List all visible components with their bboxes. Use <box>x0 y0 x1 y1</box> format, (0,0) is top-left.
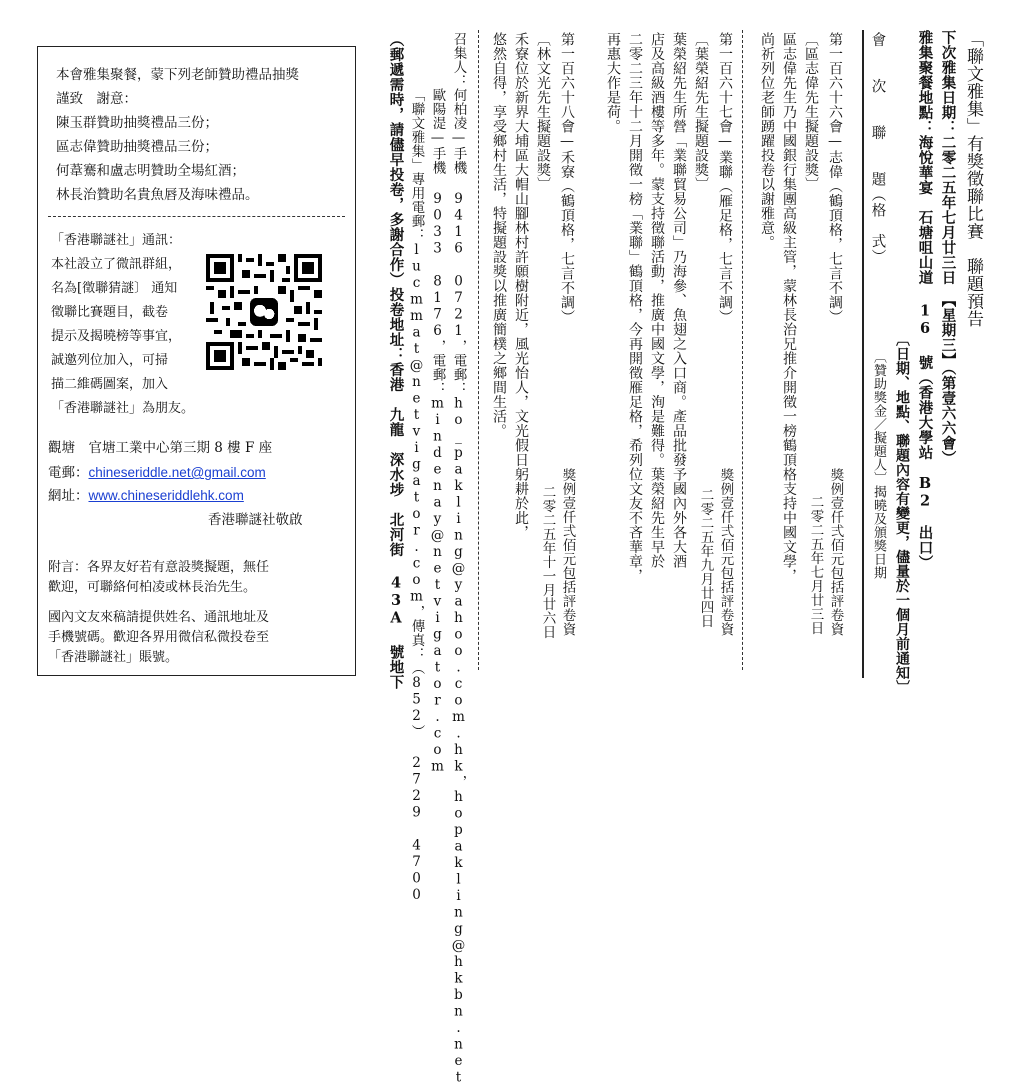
note-2b: 手機號碼。歡迎各界用微信私微投卷至 <box>48 630 270 645</box>
venue-line: 雅集聚餐地點：海悅華宴 石塘咀山道 16 號（香港大學站 B2 出口） <box>916 30 934 570</box>
c168-prize: 獎例壹仟弍佰元包括評卷資 <box>559 468 576 636</box>
postage-line: （郵遞需時，請儘早投卷，多謝合作）投卷地址：香港 九龍 深水埗 北河街 43A 號地下 <box>387 32 405 690</box>
c167-prize: 獎例壹仟弍佰元包括評卷資 <box>717 468 734 636</box>
sponsor-line-2: 區志偉贊助抽獎禮品三份； <box>56 139 218 155</box>
wechat-line-4: 徵聯比賽題目，截卷 <box>51 305 169 320</box>
sponsor-line-4: 林長治贊助名貴魚唇及海味禮品。 <box>56 187 259 203</box>
c166-title: 第一百六十六會—志偉（鶴頂格，七言不調） <box>827 32 843 324</box>
wechat-line-5: 提示及揭曉榜等事宜， <box>51 329 182 344</box>
next-meeting-date: 下次雅集日期：二零二五年七月廿三日 【星期三】（第壹六六會） <box>939 30 957 466</box>
note-2a: 國內文友來稿請提供姓名、通訊地址及 <box>48 610 270 625</box>
website-row <box>48 484 244 504</box>
sponsor-line-3: 何葦騫和盧志明贊助全場紅酒； <box>56 163 245 179</box>
c167-body-4: 二零二三年十二月開徵一榜「業聯」鶴頂格，今再開徵雁足格，希列位文友不吝華章， <box>627 32 643 583</box>
c168-body-1: 〔林文光先生擬題設獎〕 <box>535 32 551 192</box>
wechat-line-2: 本社設立了微訊群組， <box>51 257 182 272</box>
format-label: 會 次 聯 題（格 式） <box>869 32 886 265</box>
c166-prize: 獎例壹仟弍佰元包括評卷資 <box>827 468 844 636</box>
email-label: 電郵： <box>48 465 89 481</box>
c167-body-3: 店及高級酒樓等多年。蒙支持徵聯活動，推廣中國文學，洵是難得。葉榮紹先生早於 <box>649 32 665 569</box>
wechat-line-8: 「香港聯謎社」為朋友。 <box>51 401 195 416</box>
wechat-line-6: 誠邀列位加入，可掃 <box>51 353 169 368</box>
header-title: 「聯文雅集」有獎徵聯比賽 聯題預告 <box>963 30 983 328</box>
thanks-line: 謹致 謝意： <box>56 91 137 107</box>
c167-title: 第一百六十七會—業聯（雁足格，七言不調） <box>717 32 733 324</box>
contact-ho-line: 召集人：何柏凌—手機 9416 0721，電郵：ho_pakling@yahoo.com.hk，hopakling@hkbn.net <box>450 32 467 1086</box>
email-link[interactable]: chineseriddle.net@gmail.com <box>88 465 266 480</box>
format-sub: 〔贊助獎金／擬題人〕揭曉及頒獎日期 <box>871 350 886 580</box>
wechat-qr-code-icon[interactable] <box>206 254 322 370</box>
c167-body-1: 〔葉榮紹先生擬題設獎〕 <box>693 32 709 192</box>
office-address: 觀塘 官塘工業中心第三期 8 樓 F 座 <box>48 440 273 456</box>
c168-date: 二零二五年十一月廿六日 <box>539 485 556 639</box>
c167-body-2: 葉榮紹先生所營「業聯貿易公司」乃海參、魚翅之入口商。產品批發予國內外各大酒 <box>671 32 687 569</box>
c166-body-2: 區志偉先生乃中國銀行集團高級主管，蒙林長治兄推介開徵一榜鶴頂格支持中國文學， <box>781 32 797 583</box>
c166-body-1: 〔區志偉先生擬題設獎〕 <box>803 32 819 192</box>
sponsor-info-panel <box>37 46 356 676</box>
c168-title: 第一百六十八會—禾寮（鶴頂格，七言不調） <box>559 32 575 324</box>
header-divider <box>862 30 864 678</box>
change-notice: 〔日期、地點、聯題內容有變更，儘量於一個月前通知〕 <box>894 332 910 695</box>
wechat-line-3: 名為[徵聯猜謎〕 通知 <box>51 281 178 296</box>
sponsor-intro: 本會雅集聚餐，蒙下列老師贊助禮品抽獎 <box>56 67 299 83</box>
wechat-line-1: 「香港聯謎社」通訊： <box>51 233 182 248</box>
c167-body-5: 再惠大作是荷。 <box>605 32 621 134</box>
sponsor-line-1: 陳玉群贊助抽獎禮品三份； <box>56 115 218 131</box>
note-1a: 附言：各界友好若有意設獎擬題，無任 <box>48 560 270 575</box>
website-label: 網址： <box>48 488 89 504</box>
wechat-line-7: 描二維碼圖案，加入 <box>51 377 169 392</box>
c168-body-2: 禾寮位於新界大埔區大帽山腳林村許願樹附近，風光怡人，文光假日躬耕於此， <box>513 32 529 540</box>
website-link[interactable]: www.chineseriddlehk.com <box>88 488 244 503</box>
section-divider <box>48 216 345 217</box>
column-divider <box>478 30 479 670</box>
column-divider-2 <box>742 30 743 670</box>
c167-date: 二零二五年九月廿四日 <box>697 488 714 628</box>
c168-body-3: 悠然自得，享受鄉村生活，特擬題設獎以推廣簡樸之鄉間生活。 <box>491 32 507 438</box>
note-2c: 「香港聯謎社」賬號。 <box>48 650 179 665</box>
contact-ouyang-line: 歐陽湜—手機 9033 8176，電郵：mindenay@netvigator.com <box>429 88 446 775</box>
email-row <box>48 461 266 481</box>
c166-date: 二零二五年七月廿三日 <box>807 495 824 635</box>
note-1b: 歡迎，可聯絡何柏凌或林長治先生。 <box>48 580 257 595</box>
c166-body-3: 尚祈列位老師踴躍投卷以謝雅意。 <box>759 32 775 250</box>
signoff: 香港聯謎社敬啟 <box>208 512 303 528</box>
dedicated-email-line: 「聯文雅集」專用電郵：lucmmat@netvigator.com，傳真：（852） 2729 4700 <box>408 88 425 904</box>
